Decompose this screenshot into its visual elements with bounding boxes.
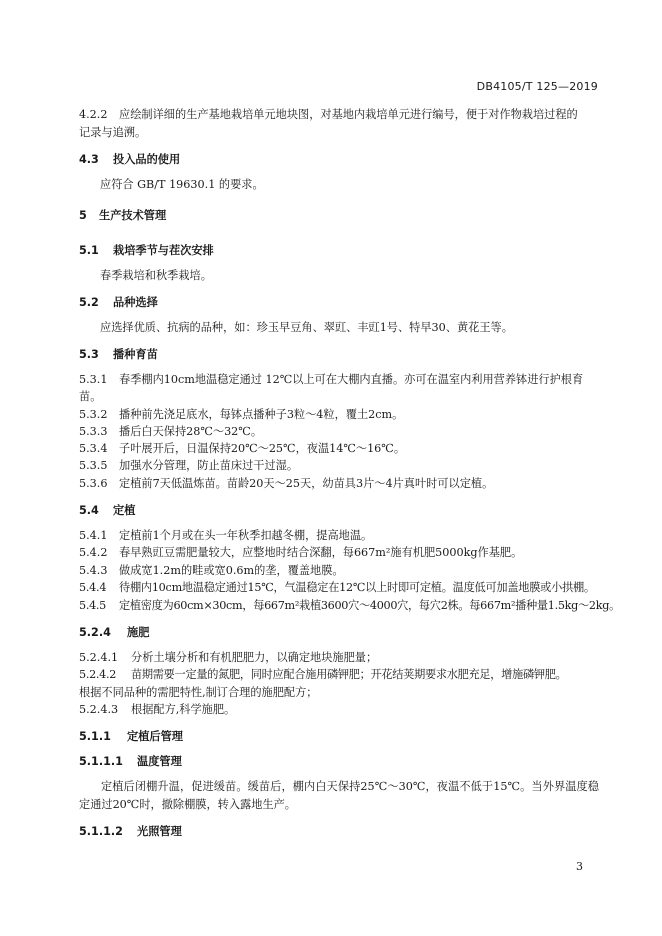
heading-number: 5.1.1	[79, 730, 111, 743]
paragraph-5-1-1-1: 定植后闭棚升温，促进缓苗。缓苗后，棚内白天保持25℃～30℃，夜温不低于15℃。当外界温度稳定通过20℃时，撤除棚膜，转入露地生产。	[79, 780, 599, 811]
clause-number: 5.3.1	[79, 373, 108, 386]
clause-5-4-5	[79, 598, 620, 614]
clause-text: 苗期需要一定量的氮肥，同时应配合施用磷钾肥；开花结荚期要求水肥充足，增施磷钾肥。	[131, 668, 567, 681]
document-id-header: DB4105/T 125—2019	[476, 80, 598, 93]
heading-text: 光照管理	[137, 825, 182, 838]
heading-5-3	[79, 347, 599, 363]
clause-text: 定植前1个月或在头一年秋季扣越冬棚，提高地温。	[119, 529, 373, 542]
heading-5-4	[79, 503, 599, 519]
heading-number: 5.2	[79, 296, 99, 309]
clause-5-3-3	[79, 424, 599, 440]
clause-number: 4.2.2	[79, 108, 108, 121]
clause-number: 5.4.1	[79, 529, 108, 542]
clause-5-2-4-1	[79, 650, 599, 666]
heading-5	[79, 208, 599, 224]
clause-number: 5.2.4.3	[79, 703, 119, 716]
clause-5-4-2	[79, 545, 599, 561]
heading-number: 5.1.1.2	[79, 825, 123, 838]
clause-number: 5.2.4.2	[79, 668, 117, 681]
heading-text: 栽培季节与茬次安排	[113, 244, 214, 257]
clause-5-2-4-2-line-2: 根据不同品种的需肥特性,制订合理的施肥配方；	[79, 686, 318, 699]
heading-5-1	[79, 243, 599, 259]
heading-text: 生产技术管理	[99, 209, 167, 222]
clause-5-3-1-line-2: 苗。	[79, 390, 102, 403]
heading-number: 5.4	[79, 504, 99, 517]
heading-number: 5.1.1.1	[79, 755, 123, 768]
clause-text: 分析土壤分析和有机肥肥力，以确定地块施肥量；	[131, 651, 378, 664]
heading-5-2	[79, 295, 599, 311]
heading-text: 定植后管理	[127, 730, 183, 743]
clause-5-3-4	[79, 441, 599, 457]
clause-text: 定植密度为60cm×30cm，每667m²栽植3600穴～4000穴，每穴2株。每667m²播种量1.5kg～2kg。	[119, 599, 620, 612]
clause-text: 播后白天保持28℃～32℃。	[119, 425, 263, 438]
heading-number: 5	[79, 209, 87, 222]
heading-number: 5.2.4	[79, 626, 111, 639]
clause-number: 5.3.5	[79, 459, 108, 472]
clause-number: 5.3.2	[79, 408, 108, 421]
clause-text: 根据配方,科学施肥。	[131, 703, 236, 716]
clause-number: 5.3.3	[79, 425, 108, 438]
clause-5-4-3	[79, 563, 599, 579]
clause-text: 春早熟豇豆需肥量较大，应整地时结合深翻，每667m²施有机肥5000kg作基肥。	[119, 546, 523, 559]
heading-text: 投入品的使用	[113, 153, 181, 166]
clause-5-3-5	[79, 458, 599, 474]
clause-4-2-2-line-1	[79, 107, 599, 123]
paragraph-4-3: 应符合 GB/T 19630.1 的要求。	[100, 178, 264, 191]
heading-4-3	[79, 152, 599, 168]
clause-5-2-4-2-line-1	[79, 667, 599, 683]
clause-text: 待棚内10cm地温稳定通过15℃，气温稳定在12℃以上时即可定植。温度低可加盖地膜或小拱棚。	[119, 581, 595, 594]
paragraph-5-2: 应选择优质、抗病的品种，如：珍玉早豆角、翠豇、丰豇1号、特早30、黄花王等。	[100, 321, 513, 334]
heading-text: 温度管理	[137, 755, 182, 768]
clause-text: 子叶展开后，日温保持20℃～25℃，夜温14℃～16℃。	[119, 442, 406, 455]
heading-text: 施肥	[127, 626, 150, 639]
clause-5-3-2	[79, 407, 599, 423]
heading-5-1-1-2	[79, 824, 599, 840]
clause-5-2-4-3	[79, 702, 599, 718]
heading-number: 5.1	[79, 244, 99, 257]
heading-5-1-1	[79, 729, 599, 745]
heading-text: 品种选择	[113, 296, 158, 309]
clause-number: 5.4.4	[79, 581, 107, 594]
heading-5-1-1-1	[79, 754, 599, 770]
clause-number: 5.4.5	[79, 599, 106, 612]
clause-5-4-4	[79, 580, 599, 596]
clause-text: 播种前先浇足底水，每钵点播种子3粒～4粒，覆土2cm。	[119, 408, 404, 421]
clause-number: 5.4.2	[79, 546, 108, 559]
page-number: 3	[576, 860, 583, 873]
clause-text: 应绘制详细的生产基地栽培单元地块图，对基地内栽培单元进行编号，便于对作物栽培过程的	[119, 108, 578, 121]
clause-text: 春季棚内10cm地温稳定通过 12℃以上可在大棚内直播。亦可在温室内利用营养钵进行护根育	[119, 373, 584, 386]
heading-text: 播种育苗	[113, 348, 158, 361]
clause-number: 5.4.3	[79, 564, 108, 577]
clause-text: 加强水分管理，防止苗床过干过湿。	[119, 459, 299, 472]
paragraph-5-1: 春季栽培和秋季栽培。	[100, 269, 212, 282]
clause-5-3-1-line-1	[79, 372, 599, 388]
clause-number: 5.3.4	[79, 442, 108, 455]
heading-number: 5.3	[79, 348, 99, 361]
clause-text: 定植前7天低温炼苗。苗龄20天～25天，幼苗具3片～4片真叶时可以定植。	[119, 477, 494, 490]
clause-4-2-2-line-2: 记录与追溯。	[79, 126, 147, 139]
clause-text: 做成宽1.2m的畦或宽0.6m的垄，覆盖地膜。	[119, 564, 344, 577]
clause-5-4-1	[79, 528, 599, 544]
clause-5-3-6	[79, 476, 599, 492]
heading-text: 定植	[113, 504, 136, 517]
heading-5-2-4	[79, 625, 599, 641]
clause-number: 5.3.6	[79, 477, 108, 490]
clause-number: 5.2.4.1	[79, 651, 119, 664]
heading-number: 4.3	[79, 153, 99, 166]
